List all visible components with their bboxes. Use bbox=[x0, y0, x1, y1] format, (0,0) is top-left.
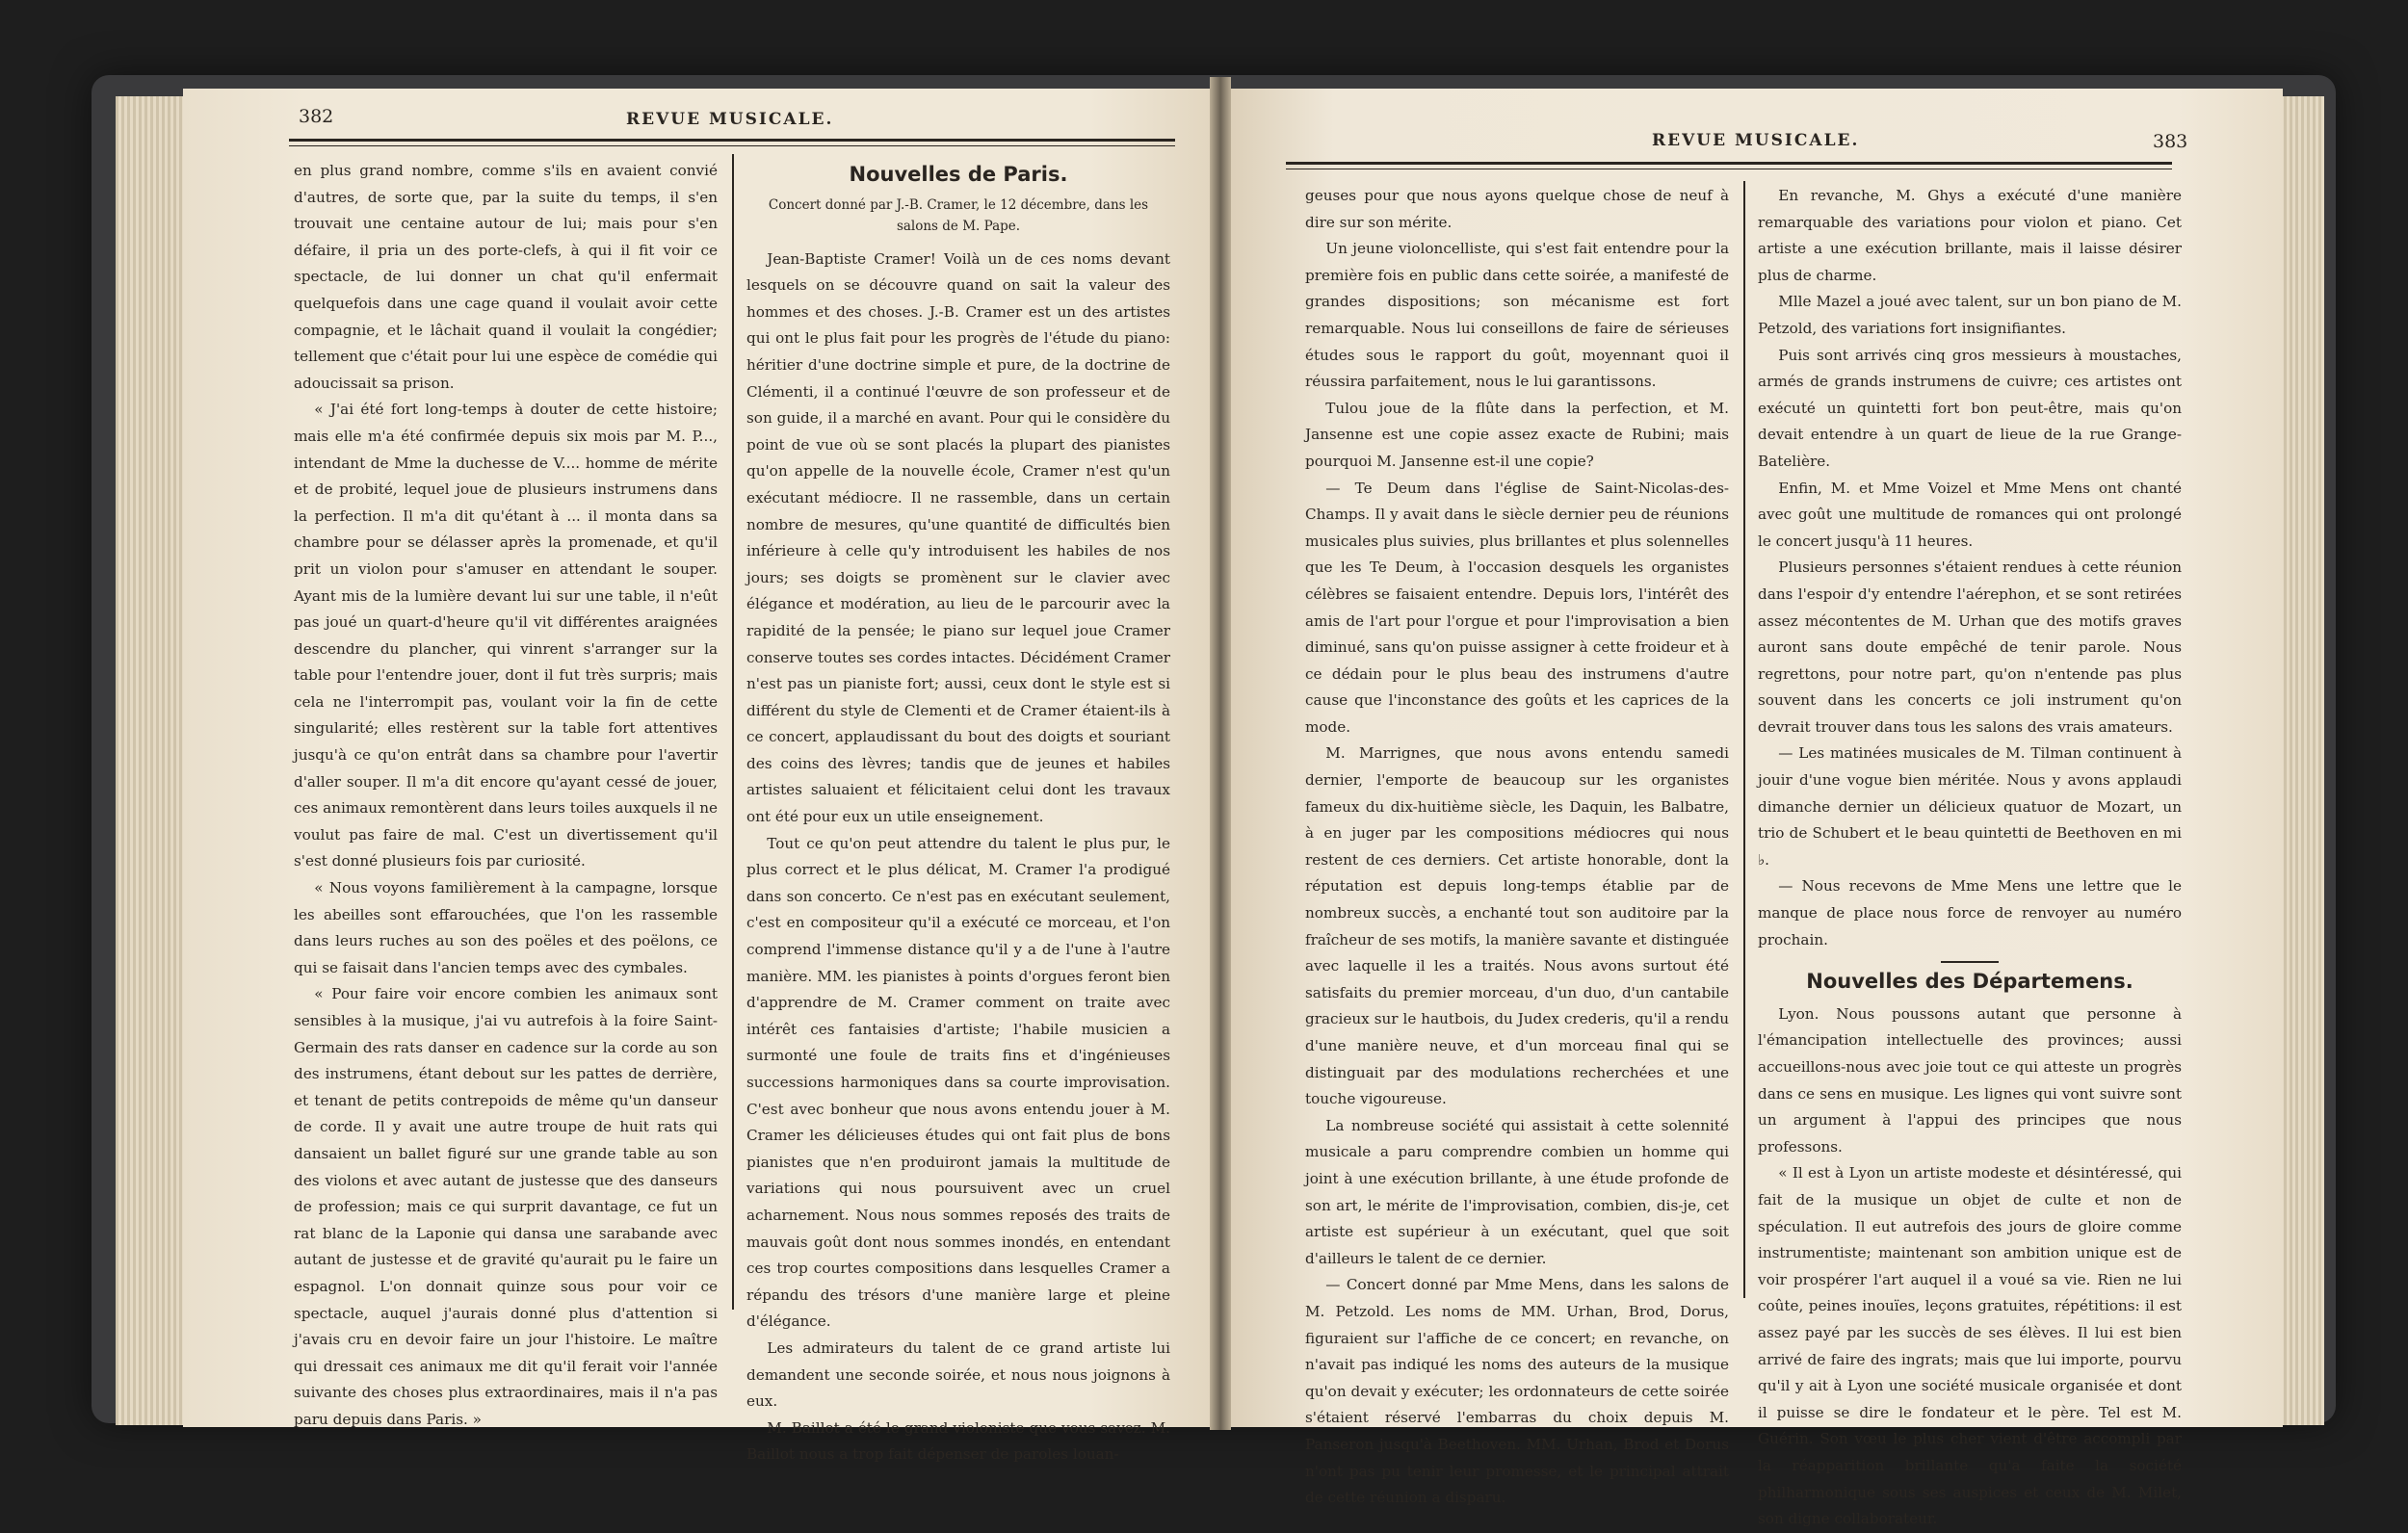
paragraph: en plus grand nombre, comme s'ils en avaient convié d'autres, de sorte que, par la suite du temps, il s'en trouvait une centaine autour de lui; mais pour s'en défaire, il pria un des porte-clefs, à qui il fit voir ce spectacle, de lui donner un chat qu'il enfermait quelquefois dans une cage quand il voulait avoir cette compagnie, et le lâchait quand il voulait la congédier; tellement que c'était pour lui une espèce de comédie qui adoucissait sa prison. bbox=[294, 162, 718, 392]
paragraph: Un jeune violoncelliste, qui s'est fait entendre pour la première fois en public dans cette soirée, a manifesté de grandes dispositions; son mécanisme est fort remarquable. Nous lui conseillons de faire de sérieuses études sous le rapport du goût, moyennant quoi il réussira parfaitement, nous le lui garantissons. bbox=[1305, 240, 1729, 391]
paragraph: Lyon. Nous poussons autant que personne à l'émancipation intellectuelle des provinces; aussi accueillons-nous avec joie tout ce qui atteste un progrès dans ce sens en musique. Les lignes qui vont suivre sont un argument à l'appui des principes que nous professons. bbox=[1758, 1004, 2182, 1156]
paragraph: La nombreuse société qui assistait à cette solennité musicale a paru comprendre combien un homme qui joint à une exécution brillante, à une étude profonde de son art, le mérite de l'improvisation, combien, dis-je, cet artiste est supérieur à un exécutant, quel que soit d'ailleurs le talent de ce dernier. bbox=[1305, 1116, 1729, 1267]
section-title-paris: Nouvelles de Paris. bbox=[849, 163, 1068, 186]
left-page bbox=[183, 89, 1212, 1464]
right-page-edges bbox=[2281, 96, 2324, 1425]
running-head-left: REVUE MUSICALE. bbox=[626, 110, 834, 129]
section-separator bbox=[1941, 961, 1999, 963]
left-column-1 bbox=[294, 158, 718, 1434]
right-page bbox=[1228, 89, 2283, 1528]
running-head-right: REVUE MUSICALE. bbox=[1652, 131, 1860, 150]
paragraph: « Il est à Lyon un artiste modeste et désintéressé, qui fait de la musique un objet de culte et non de spéculation. Il eut autrefois des jours de gloire comme instrumentiste; maintenant son ambition unique est de voir prospérer l'art auquel il a voué sa vie. Rien ne lui coûte, peines inouïes, leçons gratuites, répétitions: il est assez payé par les succès de ses élèves. Il lui est bien arrivé de faire des ingrats; mais que lui importe, pourvu qu'il y ait à Lyon une société musicale organisée et dont il puisse se dire le fondateur et le père. Tel est M. Guérin. Son vœu le plus cher vient d'être accompli par la réapparition brillante qu'a faite la société philharmonique sous ses auspices et ceux de M. Milet, son digne collaborateur. bbox=[1758, 1164, 2182, 1528]
paragraph: « Nous voyons familièrement à la campagne, lorsque les abeilles sont effarouchées, que l'on les rassemble dans leurs ruches au son des poëles et des poëlons, ce qui se faisait dans l'ancien temps avec des cymbales. bbox=[294, 879, 718, 976]
left-column-2 bbox=[746, 158, 1170, 1468]
paragraph: Tulou joue de la flûte dans la perfection, et M. Jansenne est une copie assez exacte de Rubini; mais pourquoi M. Jansenne est-il une copie? bbox=[1305, 399, 1729, 470]
paragraph: Tout ce qu'on peut attendre du talent le plus pur, le plus correct et le plus délicat, M. Cramer l'a prodigué dans son concerto. Ce n'est pas en exécutant seulement, c'est en compositeur qu'il a exécuté ce morceau, et l'on comprend l'immense distance qu'il y a de l'une à l'autre manière. MM. les pianistes à points d'orgues feront bien d'apprendre de M. Cramer comment on traite avec intérêt ces fantaisies d'artiste; l'habile musicien a surmonté une foule de traits fins et d'ingénieuses successions harmoniques dans sa courte improvisation. C'est avec bonheur que nous avons entendu jouer à M. Cramer les délicieuses études qui ont fait plus de bons pianistes que n'en produiront jamais la multitude de variations qui nous poursuivent avec un cruel acharnement. Nous nous sommes reposés des traits de mauvais goût dont nous sommes inondés, en entendant ces trop courtes compositions dans lesquelles Cramer a répandu des trésors d'une manière large et pleine d'élégance. bbox=[746, 834, 1170, 1331]
paragraph: — Les matinées musicales de M. Tilman continuent à jouir d'une vogue bien méritée. Nous y avons applaudi dimanche dernier un délicieux quatuor de Mozart, un trio de Schubert et le beau quintetti de Beethoven en mi ♭. bbox=[1758, 744, 2182, 869]
article-subtitle: Concert donné par J.-B. Cramer, le 12 décembre, dans les salons de M. Pape. bbox=[768, 196, 1149, 234]
paragraph: — Nous recevons de Mme Mens une lettre que le manque de place nous force de renvoyer au numéro prochain. bbox=[1758, 877, 2182, 948]
paragraph: M. Baillot a été le grand violoniste que vous savez. M. Baillot nous a trop fait dépenser de paroles louan- bbox=[746, 1418, 1170, 1464]
paragraph: « Pour faire voir encore combien les animaux sont sensibles à la musique, j'ai vu autrefois à la foire Saint-Germain des rats danser en cadence sur la corde au son des instrumens, étant debout sur les pattes de derrière, et tenant de petits contrepoids de même qu'un danseur de corde. Il y avait une autre troupe de huit rats qui dansaient un ballet figuré sur une grande table au son des violons et avec autant de justesse que des danseurs de profession; mais ce qui surprit davantage, ce fut un rat blanc de la Laponie qui dansa une sarabande avec autant de justesse et de gravité qu'aurait pu le faire un espagnol. L'on donnait quinze sous pour voir ce spectacle, auquel j'aurais donné plus d'attention si j'avais cru en devoir faire un jour l'histoire. Le maître qui dressait ces animaux me dit qu'il ferait voir l'année suivante des choses plus extraordinaires, mais il n'a pas paru depuis dans Paris. » bbox=[294, 985, 718, 1428]
paragraph: — Te Deum dans l'église de Saint-Nicolas-des-Champs. Il y avait dans le siècle dernier peu de réunions musicales plus suivies, plus brillantes et plus solennelles que les Te Deum, à l'occasion desquels les organistes célèbres se faisaient entendre. Depuis lors, l'intérêt des amis de l'art pour l'orgue et pour l'improvisation a bien diminué, sans qu'on puisse assigner à cette froideur et à ce dédain pour le plus beau des instrumens d'autre cause que l'inconstance des goûts et les caprices de la mode. bbox=[1305, 479, 1729, 736]
paragraph: Jean-Baptiste Cramer! Voilà un de ces noms devant lesquels on se découvre quand on sait la valeur des hommes et des choses. J.-B. Cramer est un des artistes qui ont le plus fait pour les progrès de l'étude du piano: héritier d'une doctrine simple et pure, de la doctrine de Clémenti, il a continué l'œuvre de son professeur et de son guide, il a marché en avant. Pour qui le considère du point de vue où se sont placés la plupart des pianistes qu'on appelle de la nouvelle école, Cramer n'est qu'un exécutant médiocre. Il ne rassemble, dans un certain nombre de mesures, qu'une quantité de difficultés bien inférieure à celle qu'y introduisent les habiles de nos jours; ses doigts se promènent sur le clavier avec élégance et modération, au lieu de le parcourir avec la rapidité de la pensée; le piano sur lequel joue Cramer conserve toutes ses cordes intactes. Décidément Cramer n'est pas un pianiste fort; aussi, ceux dont le style est si différent du style de Clementi et de Cramer étaient-ils à ce concert, applaudissant du bout des doigts et souriant des coins des lèvres; tandis que de jeunes et habiles artistes saluaient et félicitaient celui dont les travaux ont été pour eux un utile enseignement. bbox=[746, 249, 1170, 826]
paragraph: Puis sont arrivés cinq gros messieurs à moustaches, armés de grands instrumens de cuivre; ces artistes ont exécuté un quintetti fort bon peut-être, mais qu'on devait entendre à un quart de lieue de la rue Grange-Batelière. bbox=[1758, 346, 2182, 470]
right-column-1 bbox=[1305, 183, 1729, 1512]
paragraph: M. Marrignes, que nous avons entendu samedi dernier, l'emporte de beaucoup sur les organistes fameux du dix-huitième siècle, les Daquin, les Balbatre, à en juger par les compositions médiocres qui nous restent de ces derniers. Cet artiste honorable, dont la réputation est depuis long-temps établie par de nombreux succès, a enchanté tout son auditoire par la fraîcheur de ses motifs, la manière savante et distinguée avec laquelle il les a traités. Nous avons surtout été satisfaits du premier morceau, d'un duo, d'un cantabile gracieux sur le hautbois, du Judex crederis, qu'il a rendu d'une manière neuve, et d'un morceau final qui se distinguait par des modulations recherchées et une touche vigoureuse. bbox=[1305, 744, 1729, 1108]
paragraph: Mlle Mazel a joué avec talent, sur un bon piano de M. Petzold, des variations fort insignifiantes. bbox=[1758, 293, 2182, 337]
paragraph: « J'ai été fort long-temps à douter de cette histoire; mais elle m'a été confirmée depuis six mois par M. P..., intendant de Mme la duchesse de V.... homme de mérite et de probité, lequel joue de plusieurs instrumens dans la perfection. Il m'a dit qu'étant à ... il monta dans sa chambre pour se délasser après la promenade, et qu'il prit un violon pour s'amuser en attendant le souper. Ayant mis de la lumière devant lui sur une table, il n'eût pas joué un quart-d'heure qu'il vit différentes araignées descendre du plancher, qui vinrent s'arranger sur la table pour l'entendre jouer, dont il fut très surpris; mais cela ne l'interrompit pas, voulant voir la fin de cette singularité; elles restèrent sur la table fort attentives jusqu'à ce qu'on entrât dans sa chambre pour l'avertir d'aller souper. Il m'a dit encore qu'ayant cessé de jouer, ces animaux remontèrent dans leurs toiles auxquels il ne voulut pas faire de mal. C'est un divertissement qu'il s'est donné plusieurs fois par curiosité. bbox=[294, 401, 719, 870]
paragraph: — Concert donné par Mme Mens, dans les salons de M. Petzold. Les noms de MM. Urhan, Brod, Dorus, figuraient sur l'affiche de ce concert; en revanche, on n'avait pas indiqué les noms des auteurs de la musique qu'on devait y exécuter; les ordonnateurs de cette soirée s'étaient réservé l'embarras du choix depuis M. Panseron jusqu'à Beethoven. MM. Urhan, Brod et Dorus n'ont pas pu tenir leur promesse, et le principal attrait de cette réunion a disparu. bbox=[1305, 1276, 1729, 1507]
paragraph: geuses pour que nous ayons quelque chose de neuf à dire sur son mérite. bbox=[1305, 187, 1729, 231]
left-page-edges bbox=[116, 96, 185, 1425]
page-number-right: 383 bbox=[2153, 131, 2188, 152]
header-rule-left bbox=[289, 139, 1175, 146]
page-number-left: 382 bbox=[299, 106, 334, 127]
paragraph: En revanche, M. Ghys a exécuté d'une manière remarquable des variations pour violon et piano. Cet artiste a une exécution brillante, mais il laisse désirer plus de charme. bbox=[1758, 187, 2182, 284]
column-divider bbox=[1743, 181, 1745, 1298]
book-gutter bbox=[1210, 77, 1231, 1430]
paragraph: Les admirateurs du talent de ce grand artiste lui demandent une seconde soirée, et nous nous joignons à eux. bbox=[746, 1338, 1170, 1411]
section-title-departemens: Nouvelles des Départemens. bbox=[1806, 970, 2133, 994]
paragraph: Enfin, M. et Mme Voizel et Mme Mens ont chanté avec goût une multitude de romances qui ont prolongé le concert jusqu'à 11 heures. bbox=[1758, 479, 2182, 550]
column-divider bbox=[732, 154, 734, 1310]
right-column-2 bbox=[1758, 183, 2182, 1533]
paragraph: Plusieurs personnes s'étaient rendues à cette réunion dans l'espoir d'y entendre l'aérephon, et se sont retirées assez mécontentes de M. Urhan que des motifs graves auront sans doute empêché de tenir parole. Nous regrettons, pour notre part, qu'on n'entende pas plus souvent dans les concerts ce joli instrument qu'on devrait trouver dans tous les salons des vrais amateurs. bbox=[1758, 559, 2182, 736]
header-rule-right bbox=[1286, 162, 2172, 169]
